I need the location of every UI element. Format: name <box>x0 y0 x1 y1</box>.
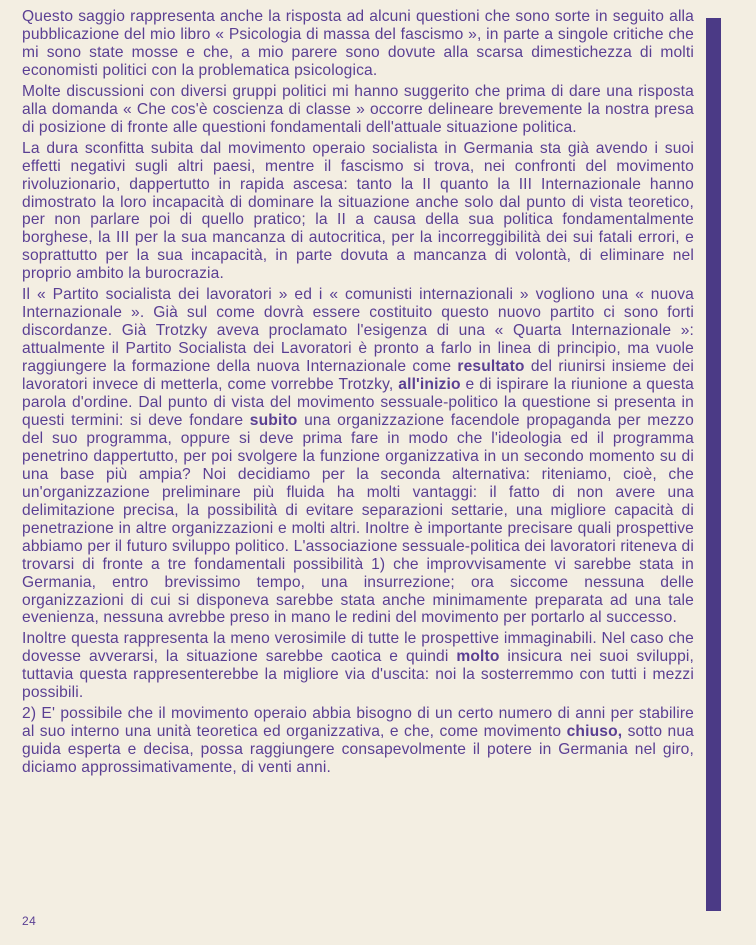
paragraph-text: sotto nua guida esperta e decisa, possa raggiungere consapevolmente il potere in Germania nel giro, diciamo approssimativamente, di venti anni. <box>22 723 694 777</box>
emphasis-text: molto <box>456 648 500 666</box>
page-number: 24 <box>22 914 37 928</box>
paragraph-text: e di ispirare la riunione a questa parola d'ordine. Dal punto di vista del movimento sessuale-politico la questione si presenta in questi termini: si deve fondare <box>22 376 694 429</box>
emphasis-text: resultato <box>457 358 525 376</box>
paragraph-text: insicura nei suoi sviluppi, tuttavia questa rappresenterebbe la migliore via d'uscita: noi la sosterremmo con tutti i mezzi possibili. <box>22 648 695 702</box>
paragraph-text: del riunirsi insieme dei lavoratori invece di metterla, come vorrebbe Trotzky, <box>22 358 695 394</box>
paragraph-p3 <box>22 140 694 284</box>
paragraph-text: una organizzazione facendole propaganda per mezzo del suo programma, oppure si deve prima fare in modo che l'ideologia ed il programma penetrino dappertutto, per poi svolgere la funzione organizzativa in un secondo momento su di una base più ampia? Noi decidiamo per la seconda alternativa: riteniamo, cioè, che un'organizzazione preliminare più fluida ha molti vantaggi: il fatto di non avere una delimitazione precisa, la possibilità di evitare separazioni settarie, una migliore capacità di penetrazione in altre organizzazioni e molti altri. Inoltre è importante precisare quali prospettive abbiamo per il futuro sviluppo politico. L'associazione sessuale-politica dei lavoratori riteneva di trovarsi di fronte a tre fondamentali possibilità 1) che improvvisamente vi sarebbe stata in Germania, entro brevissimo tempo, una insurrezione; ora siccome nessuna delle organizzazioni di cui si disponeva sarebbe stata anche minimamente preparata ad una tale evenienza, nessuna avrebbe preso in mano le redini del movimento per portarlo al successo. <box>22 411 694 627</box>
paragraph-p5 <box>22 630 694 702</box>
paragraph-text: Questo saggio rappresenta anche la risposta ad alcuni questioni che sono sorte in seguito alla pubblicazione del mio libro « Psicologia di massa del fascismo », in parte a singole critiche che mi sono state mosse e che, a mio parere sono dovute alla scarsa dimestichezza di molti economisti politici con la problematica psicologica. <box>22 8 694 79</box>
paragraph-p6 <box>22 705 694 777</box>
paragraph-text: 2) E' possibile che il movimento operaio abbia bisogno di un certo numero di anni per stabilire al suo interno una unità teoretica ed organizzativa, e che, come movimento <box>22 705 694 741</box>
paragraph-p1 <box>22 8 694 80</box>
paragraph-p4 <box>22 286 694 627</box>
paragraph-text: La dura sconfitta subita dal movimento operaio socialista in Germania sta già avendo i suoi effetti negativi sugli altri paesi, mentre il fascismo si trova, nei confronti del movimento rivoluzionario, dappertutto in rapida ascesa: tanto la II quanto la III Internazionale hanno dimostrato la loro incapacità di dominare la situazione anche solo dal punto di vista teoretico, per non parlare poi di quello pratico; la II a causa della sua politica fondamentalmente borghese, la III per la sua mancanza di autocritica, per la incorreggibilità dei sui fatali errori, e soprattutto per la sua incapacità, in parte dovuta a mancanza di volontà, di eliminare nel proprio ambito la burocrazia. <box>22 139 694 283</box>
emphasis-text: chiuso, <box>566 723 623 741</box>
emphasis-text: all'inizio <box>398 376 461 394</box>
paragraph-text: Il « Partito socialista dei lavoratori » ed i « comunisti internazionali » vogliono una « nuova Internazionale ». Già sul come dovrà essere costituito questo nuovo partito ci sono forti discordanze. Già Trotzky aveva proclamato l'esigenza di una « Quarta Internazionale »: attualmente il Partito Socialista dei Lavoratori è pronto a farlo in linea di principio, ma vuole raggiungere la formazione della nuova Internazionale come <box>22 286 694 376</box>
body-text <box>22 8 694 780</box>
paragraph-p2 <box>22 83 694 137</box>
emphasis-text: subito <box>249 411 298 429</box>
paragraph-text: Inoltre questa rappresenta la meno verosimile di tutte le prospettive immaginabili. Nel caso che dovesse avverarsi, la situazione sarebbe caotica e quindi <box>22 630 694 666</box>
paragraph-text: Molte discussioni con diversi gruppi politici mi hanno suggerito che prima di dare una risposta alla domanda « Che cos'è coscienza di classe » occorre delineare brevemente la nostra presa di posizione di fronte alle questioni fondamentali dell'attuale situazione politica. <box>22 82 694 136</box>
side-bar-decoration <box>706 18 721 911</box>
